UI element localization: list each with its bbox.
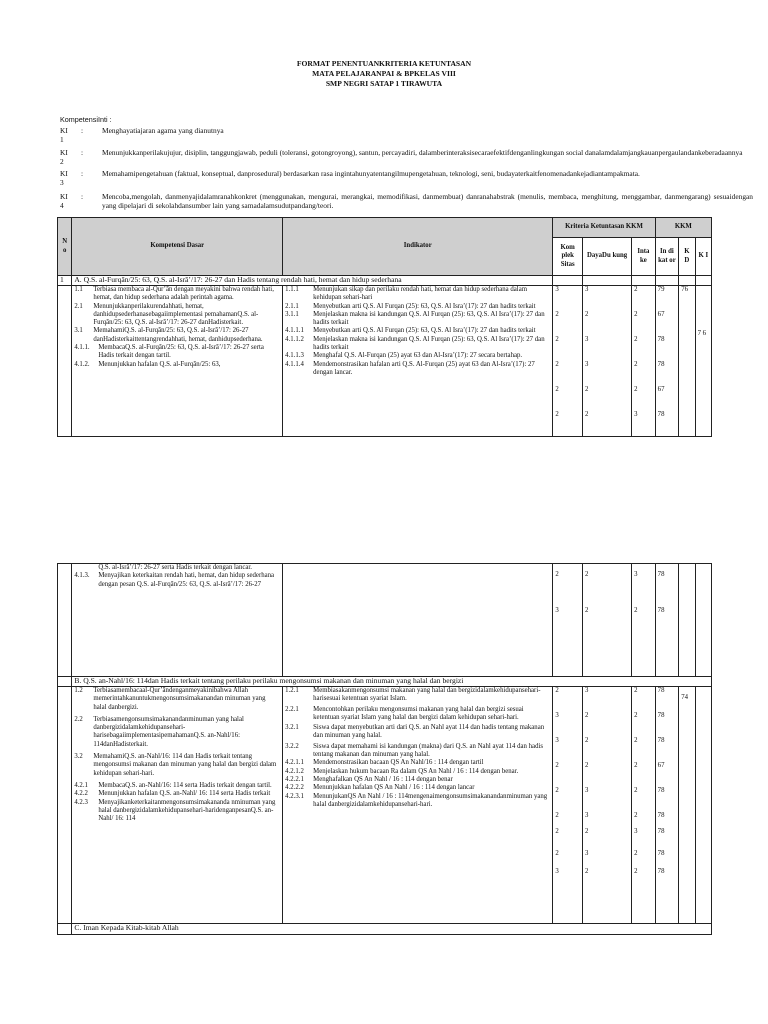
indikator-item: 3.1.1 Menjelaskan makna isi kandungan Q.S. Al Furqan (25): 63, Q.S. Al Isra’(17): 27 dan hadits terkait bbox=[285, 310, 545, 327]
kd-item: 3.1 MemahamiQ.S. al-Furqān/25: 63, Q.S. al-Isrā’/17: 26-27 danHadisterkaittentangrendahhati, hemat, danhidupsederhana. bbox=[74, 327, 263, 343]
kd-item: Q.S. al-Isrā’/17: 26-27 serta Hadis terkait dengan lancar. bbox=[98, 564, 252, 571]
intake-column: 2 2 2 2 2 2 3 2 2 bbox=[632, 687, 656, 924]
header-kkm-indikator: In di kat or bbox=[655, 238, 679, 276]
daya-dukung-column: 2 2 bbox=[583, 564, 632, 677]
kd-item: 4.1.2. Menunjukkan hafalan Q.S. al-Furqān/25: 63, bbox=[74, 360, 221, 368]
kkm-indikator-column: 78 78 78 67 78 78 78 78 78 bbox=[655, 687, 679, 924]
section-a-indikator-list bbox=[283, 286, 553, 437]
kd-item: 2.1 Menunjukkanperilakurendahhati, hemat, danhidupsederhanasebagaiimplementasi pemahamanQ.S. al-Furqān/25: 63, Q.S. al-Isrā’/17: 26-27 danHadisterkait. bbox=[74, 302, 259, 327]
ki-text: Memahamipengetahuan (faktual, konseptual, danprosedural) berdasarkan rasa ingintahunyatentangilmupengetahuan, teknologi, seni, budayaterkaitfenomenadankejadiantampakmata. bbox=[102, 169, 640, 178]
title-line-1: FORMAT PENENTUANKRITERIA KETUNTASAN bbox=[296, 59, 472, 68]
indikator-item: 3.2.1 Siswa dapat menyebutkan arti dari Q.S. an Nahl ayat 114 dan hadis tentang makanan dan minuman yang halal. bbox=[285, 724, 545, 740]
ki-text: Mencoba,mengolah, danmenyajidalamranahkonkret (menggunakan, mengurai, merangkai, memodifikasi, danmembuat) danranahabstrak (menulis, membaca, menghitung, menggambar, danmengarang) sesuaidengan yang dipelajari di sekolahdansumber lain yang samadalamsudutpandang/teori. bbox=[102, 192, 753, 211]
intake-column: 3 2 bbox=[632, 564, 656, 677]
indikator-item: 2.1.1 Menyebutkan arti Q.S. Al Furqan (25): 63, Q.S. Al Isra’(17): 27 dan hadits terkait bbox=[285, 302, 536, 310]
header-daya-dukung: DayaDu kung bbox=[583, 238, 632, 276]
ki-number: 3 bbox=[60, 178, 64, 187]
header-kkm-ki: K I bbox=[695, 238, 711, 276]
kd-item: 4.1.3. Menyajikan keterkaitan rendah hati, hemat, dan hidup sederhana dengan pesan Q.S. al-Furqān/25: 63, Q.S. al-Isrā’/17: 26-27 bbox=[74, 572, 275, 588]
header-kkm: KKM bbox=[655, 218, 711, 238]
intake-column: 2 2 2 2 2 3 bbox=[632, 286, 656, 437]
ki-colon: : bbox=[81, 169, 84, 178]
ki-row-3 bbox=[60, 169, 710, 187]
daya-dukung-column: 3 2 2 2 3 3 2 3 2 bbox=[583, 687, 632, 924]
ki-row-1 bbox=[60, 126, 710, 144]
indikator-item: 4.2.1.2 Menjelaskan hukum bacaan Ra dalam QS An Nahl / 16 : 114 dengan benar. bbox=[285, 767, 519, 775]
kd-item: 4.2.1 MembacaQ.S. an-Nahl/16: 114 serta Hadis terkait dengan tartil. bbox=[74, 781, 272, 789]
indikator-item: 4.1.1.1 Menyebutkan arti Q.S. Al Furqan (25): 63, Q.S. Al Isra’(17): 27 dan hadits terkait bbox=[285, 327, 536, 335]
section-b-title: B. Q.S. an-Nahl/16: 114dan Hadis terkait tentang perilaku perilaku mengonsumsi makanan dan minuman yang halal dan bergizi bbox=[72, 677, 712, 687]
kd-item: 4.1.1. MembacaQ.S. al-Furqān/25: 63, Q.S. al-Isrā’/17: 26-27 serta Hadis terkait dengan tartil. bbox=[74, 344, 264, 360]
header-indikator: Indikator bbox=[283, 218, 553, 276]
header-no: N o bbox=[58, 218, 72, 276]
ki-text: Menunjukkanperilakujujur, disiplin, tanggungjawab, peduli (toleransi, gotongroyong), santun, percayadiri, dalamberinteraksisecaraefektifdenganlingkungan social danalamdalamjangkauanpergaulandankeberadaannya bbox=[102, 148, 743, 157]
kd-item: 4.2.3 Menyajikanketerkaitanmengonsumsimakananda nminuman yang halal danbergizidalamkehidupansehari-haridenganpesanQ.S. an-Nahl/ 16: 114 bbox=[74, 798, 276, 823]
daya-dukung-column: 3 2 3 3 2 2 bbox=[583, 286, 632, 437]
header-kkm-kd: K D bbox=[679, 238, 695, 276]
section-b-kd-list bbox=[72, 687, 283, 924]
ki-text: Menghayatiajaran agama yang dianutnya bbox=[102, 126, 224, 135]
ki-number: 1 bbox=[60, 135, 64, 144]
kompleksitas-column: 2 3 3 2 2 2 2 2 3 bbox=[553, 687, 583, 924]
ki-label: KI bbox=[60, 169, 68, 178]
ki-heading: KompetensiInti : bbox=[60, 115, 112, 124]
kkm-kd-value: 74 bbox=[679, 687, 695, 924]
document-title bbox=[0, 59, 768, 89]
ki-number: 4 bbox=[60, 201, 64, 210]
kd-item: 2.2 Terbiasamengonsumsimakanandanminuman yang halal danbergizidalamkehidupansehari-harisebagaiimplementasipemahamanQ.S. an-Nahl/16: 114danHadisterkait. bbox=[74, 715, 244, 748]
kd-item: 3.2 MemahamiQ.S. an-Nahl/16: 114 dan Hadis terkait tentang mengonsumsi makanan dan minuman yang halal dan bergizi dalam kehidupan sehari-hari. bbox=[74, 753, 277, 777]
row-number: 1 bbox=[58, 276, 72, 286]
kkm-indikator-column: 79 67 78 78 67 78 bbox=[655, 286, 679, 437]
indikator-item: 2.2.1 Mencontohkan perilaku mengonsumsi makanan yang halal dan bergizi sesuai ketentuan syariat Islam yang halal dan bergizi dalam kehidupan sehari-hari. bbox=[285, 705, 524, 721]
kd-item: 1.1 Terbiasa membaca al-Qur’ān dengan meyakini bahwa rendah hati, hemat, dan hidup sederhana adalah perintah agama. bbox=[74, 286, 274, 302]
header-kriteria-ketuntasan: Kriteria Ketuntasan KKM bbox=[553, 218, 655, 238]
kd-item: 4.2.2 Menunjukkan hafalan Q.S. an-Nahl/ 16: 114 serta Hadis terkait bbox=[74, 790, 271, 798]
ki-number: 2 bbox=[60, 157, 64, 166]
kompleksitas-column: 3 2 2 2 2 2 bbox=[553, 286, 583, 437]
header-intake: Inta ke bbox=[632, 238, 656, 276]
header-kompleksitas: Kom plek Sitas bbox=[553, 238, 583, 276]
kkm-table-continued bbox=[57, 563, 712, 935]
section-b-indikator-list bbox=[283, 687, 553, 924]
indikator-item: 3.2.2 Siswa dapat memahami isi kandungan (makna) dari Q.S. an Nahl ayat 114 dan hadis tentang makanan dan minuman yang halal. bbox=[285, 742, 543, 759]
kkm-table-top bbox=[57, 217, 712, 437]
title-line-3: SMP NEGRI SATAP 1 TIRAWUTA bbox=[325, 79, 443, 88]
ki-colon: : bbox=[81, 148, 84, 157]
kkm-kd-value: 76 bbox=[679, 286, 695, 437]
kd-item: 1.2 Terbiasamembacaal-Qur’āndenganmeyakinibahwa Allah memerintahkanuntukmengonsumsimakanandan minuman yang halal danbergizi. bbox=[74, 687, 266, 711]
ki-colon: : bbox=[81, 192, 84, 201]
indikator-item: 4.1.1.2 Menjelaskan makna isi kandungan Q.S. Al Furqan (25): 63, Q.S. Al Isra’(17): 27 dan hadits terkait bbox=[285, 335, 545, 352]
ki-label: KI bbox=[60, 192, 68, 201]
ki-label: KI bbox=[60, 148, 68, 157]
section-a-kd-list bbox=[72, 286, 283, 437]
section-c-title: C. Iman Kepada Kitab-kitab Allah bbox=[72, 924, 712, 935]
indikator-item: 4.2.2.1 Menghafalkan QS An Nahl / 16 : 114 dengan benar bbox=[285, 775, 453, 783]
indikator-item: 4.2.2.2 Menunjukkan hafalan QS An Nahl / 16 : 114 dengan lancar bbox=[285, 784, 475, 792]
section-a-title: A. Q.S. al-Furqān/25: 63, Q.S. al-Isrā’/17: 26-27 dan Hadis tentang rendah hati, hemat dan hidup sederhana bbox=[72, 276, 553, 286]
ki-row-2 bbox=[60, 148, 743, 166]
indikator-item: 4.2.1.1 Mendemonstrasikan bacaan QS An Nahl/16 : 114 dengan tartil bbox=[285, 759, 484, 767]
indikator-item: 1.1.1 Menunjukan sikap dan perilaku rendah hati, hemat dan hidup sederhana dalam kehidupan sehari-hari bbox=[285, 286, 527, 302]
indikator-item: 4.2.3.1 MenunjukanQS An Nahl / 16 : 114mengenaimengonsumsimakanandanminuman yang halal danbergizidalamkehidupansehari-hari. bbox=[285, 792, 548, 808]
indikator-item: 4.1.1.3 Menghafal Q.S. Al-Furqan (25) ayat 63 dan Al-Isra’(17): 27 secara bertahap. bbox=[285, 352, 523, 360]
kompleksitas-column: 2 3 bbox=[553, 564, 583, 677]
indikator-item: 4.1.1.4 Mendemonstrasikan hafalan arti Q.S. Al-Furqan (25) ayat 63 dan Al-Isra’(17): 27 dengan lancar. bbox=[285, 360, 535, 376]
kkm-indikator-column: 78 78 bbox=[655, 564, 679, 677]
continued-kd-list bbox=[72, 564, 283, 677]
ki-label: KI bbox=[60, 126, 68, 135]
indikator-item: 1.2.1 Membiasakanmengonsumsi makanan yang halal dan bergizidalamkehidupansehari-harisesuai ketentuan syariat Islam. bbox=[285, 687, 541, 703]
header-kompetensi-dasar: Kompetensi Dasar bbox=[72, 218, 283, 276]
ki-colon: : bbox=[81, 126, 84, 135]
ki-row-4 bbox=[60, 192, 753, 211]
title-line-2: MATA PELAJARANPAI & BPKELAS VIII bbox=[312, 69, 456, 78]
kkm-ki-value: 7 6 bbox=[695, 286, 711, 437]
